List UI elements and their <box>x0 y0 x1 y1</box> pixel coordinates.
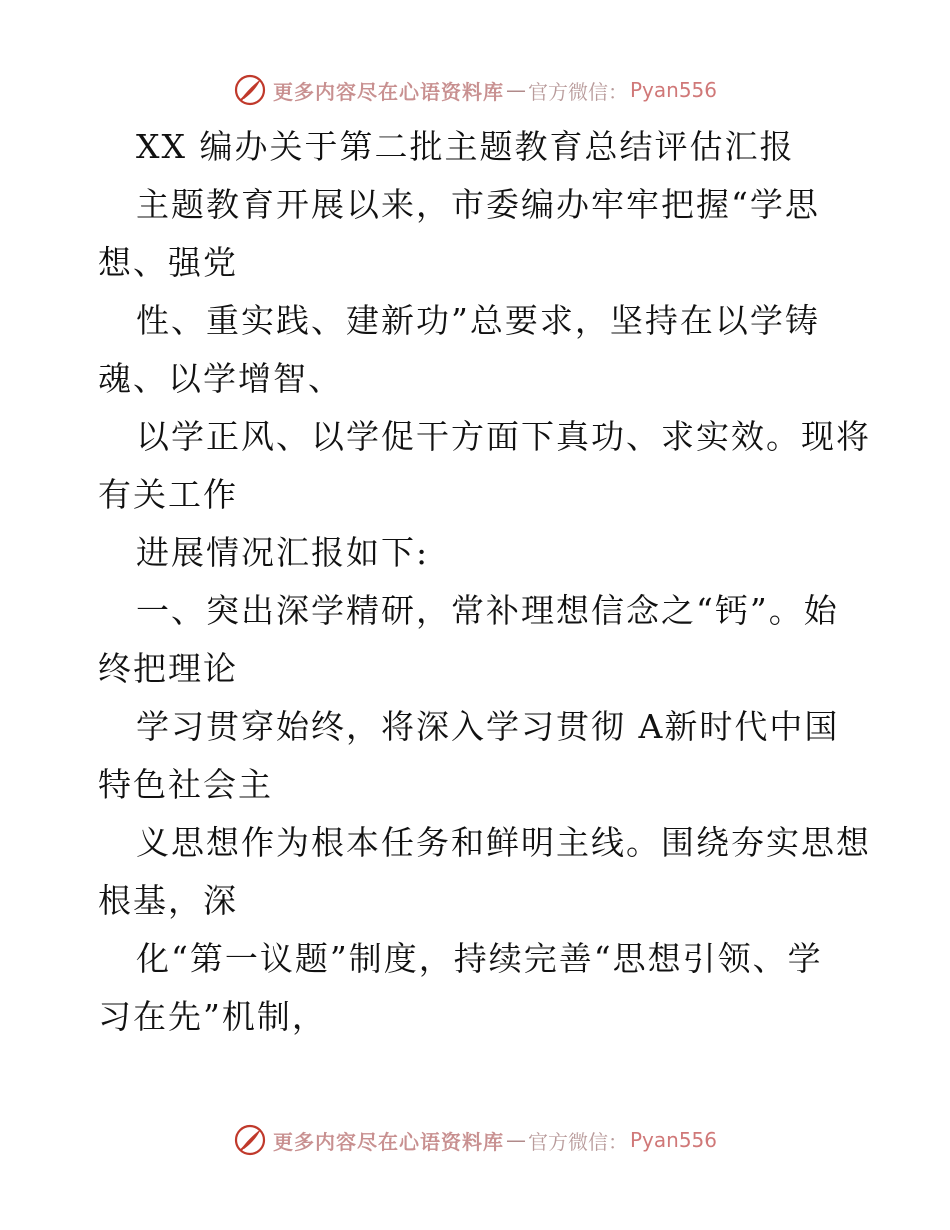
text-line: 习在先”机制， <box>98 997 327 1036</box>
footer-banner <box>0 1120 950 1160</box>
banner-dash: — <box>505 1128 526 1152</box>
text-line: 主题教育开展以来，市委编办牢牢把握“学思 <box>136 185 820 224</box>
text-line: 特色社会主 <box>98 765 273 804</box>
text-line: 进展情况汇报如下: <box>136 533 430 572</box>
text-line: 化“第一议题”制度，持续完善“思想引领、学 <box>136 939 823 978</box>
banner-wechat-id: Pyan556 <box>629 78 717 102</box>
quill-seal-icon <box>233 73 267 107</box>
text-line: 性、重实践、建新功”总要求，坚持在以学铸 <box>136 301 820 340</box>
header-banner <box>0 70 950 110</box>
text-line: 学习贯穿始终，将深入学习贯彻 A新时代中国 <box>136 707 840 746</box>
banner-dash: — <box>505 78 526 102</box>
text-line: 想、强党 <box>98 243 238 282</box>
text-line: 一、突出深学精研，常补理想信念之“钙”。始 <box>136 591 839 630</box>
banner-wechat-label: 官方微信： <box>527 1129 628 1154</box>
text-line: 以学正风、以学促干方面下真功、求实效。现将 <box>136 417 871 456</box>
text-line: 终把理论 <box>98 649 238 688</box>
banner-main-text: 更多内容尽在心语资料库 <box>272 1129 504 1154</box>
banner-wechat-id: Pyan556 <box>629 1128 717 1152</box>
document-body <box>98 118 871 1046</box>
banner-main-text: 更多内容尽在心语资料库 <box>272 79 504 104</box>
text-line: 根基，深 <box>98 881 238 920</box>
quill-seal-icon <box>233 1123 267 1157</box>
document-title: XX 编办关于第二批主题教育总结评估汇报 <box>136 127 795 166</box>
text-line: 魂、以学增智、 <box>98 359 343 398</box>
text-line: 义思想作为根本任务和鲜明主线。围绕夯实思想 <box>136 823 871 862</box>
banner-wechat-label: 官方微信： <box>527 79 628 104</box>
text-line: 有关工作 <box>98 475 238 514</box>
